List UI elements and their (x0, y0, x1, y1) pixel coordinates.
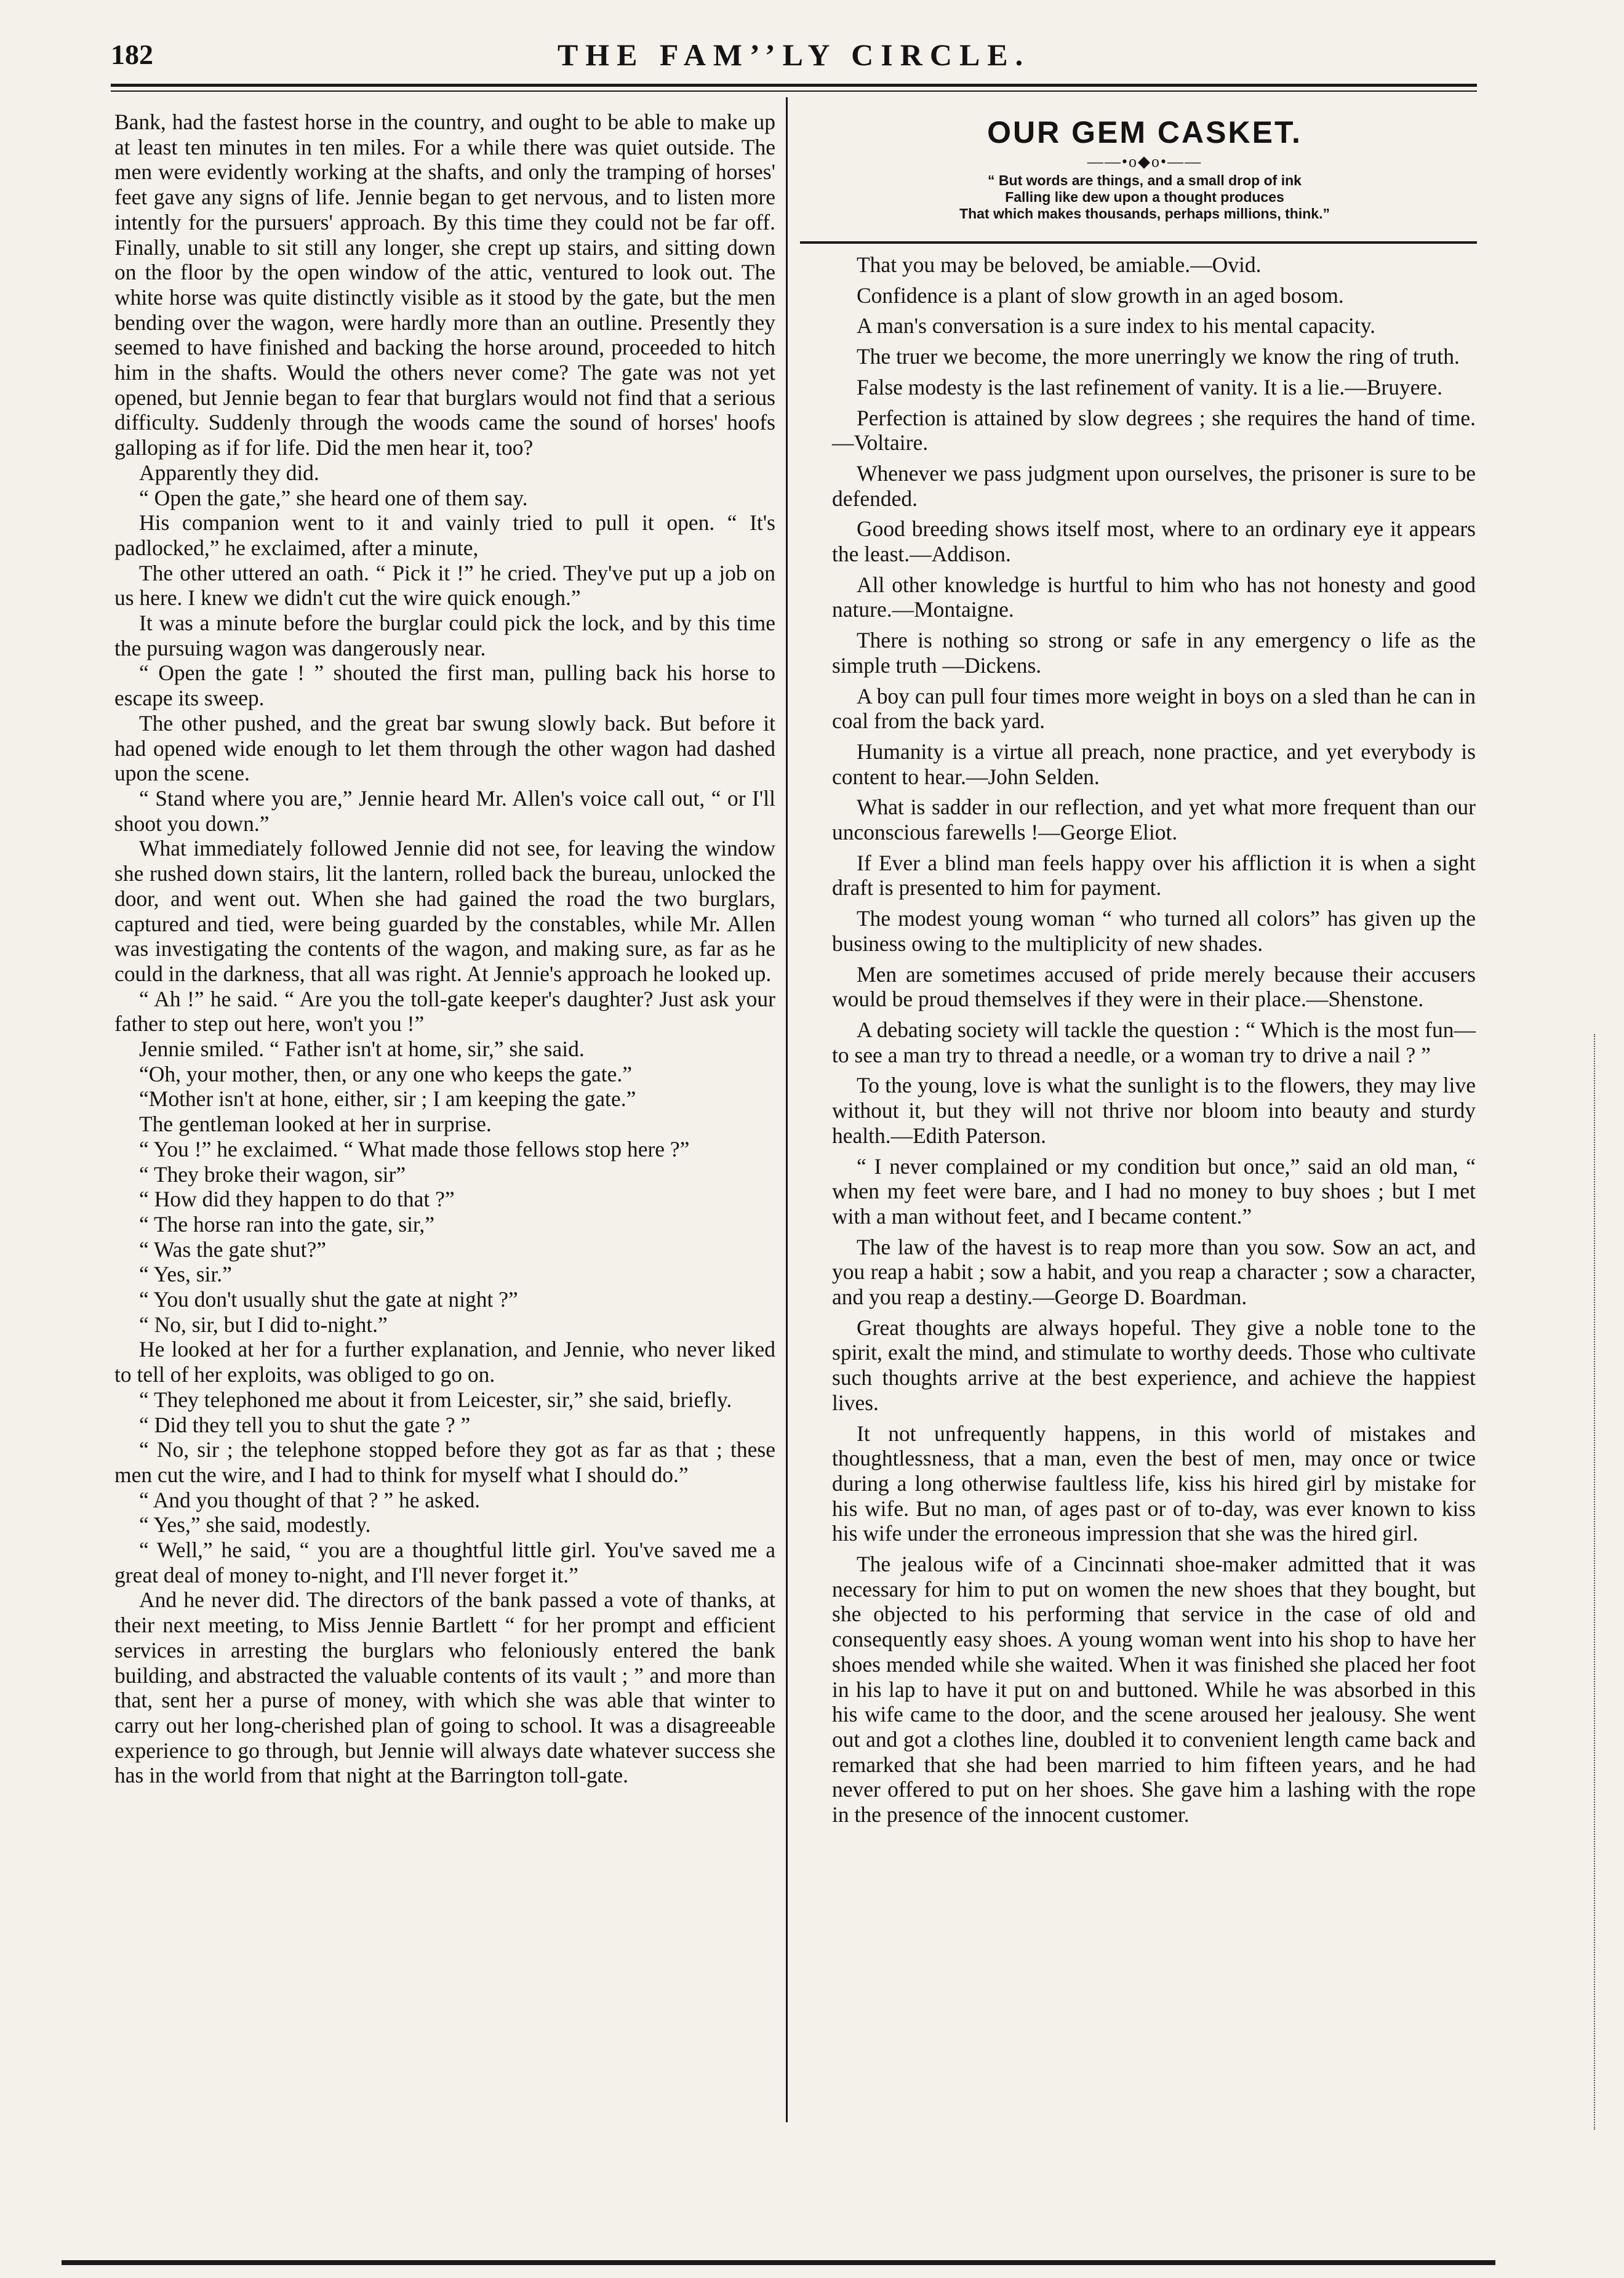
epigraph (825, 172, 1465, 222)
paragraph: Humanity is a virtue all preach, none practice, and yet everybody is content to hear.—John Selden. (832, 739, 1476, 789)
paragraph: If Ever a blind man feels happy over his affliction it is when a sight draft is presented to him for payment. (832, 850, 1476, 900)
paragraph: “ No, sir, but I did to-night.” (139, 1312, 388, 1337)
paragraph: The truer we become, the more unerringly we know the ring of truth. (857, 344, 1460, 369)
paragraph: “ How did they happen to do that ?” (139, 1187, 455, 1212)
paragraph: That you may be beloved, be amiable.—Ovid. (857, 252, 1262, 277)
paragraph: “ Open the gate ! ” shouted the first man, pulling back his horse to escape its sweep. (114, 660, 775, 711)
paragraph: The law of the havest is to reap more than you sow. Sow an act, and you reap a habit ; sow a habit, and you reap a character ; sow a character, and you reap a destiny.—George D. Boardman. (832, 1234, 1476, 1310)
bottom-rule (62, 2260, 1495, 2265)
paragraph: It was a minute before the burglar could pick the lock, and by this time the pursuing wagon was dangerously near. (114, 611, 775, 660)
paragraph: Perfection is attained by slow degrees ; she requires the hand of time.—Voltaire. (832, 405, 1476, 455)
paragraph: The jealous wife of a Cincinnati shoe-maker admitted that it was necessary for him to put on women the new shoes that they bought, but she objected to his performing that service in the case of old and consequently easy shoes. A young woman went into his shop to have her shoes mended while she waited. When it was finished she placed her foot in his lap to have it put on and buttoned. While he was absorbed in this his wife came to the door, and the scene aroused her jealousy. She went out and got a clothes line, doubled it to convenient length came back and remarked that she had been married to him fifteen years, and he had never offered to put on her shoes. She gave him a lashing with the rope in the presence of the innocent customer. (832, 1552, 1476, 1827)
column-divider (786, 97, 788, 2122)
paragraph: Men are sometimes accused of pride merely because their accusers would be proud themselves if they were in their place.—Shenstone. (832, 961, 1476, 1012)
paragraph: A man's conversation is a sure index to his mental capacity. (857, 313, 1376, 339)
paragraph: The gentleman looked at her in surprise. (139, 1112, 492, 1137)
gem-casket-column (832, 252, 1476, 1833)
paragraph: “ Open the gate,” she heard one of them say. (139, 485, 528, 510)
paragraph: Jennie smiled. “ Father isn't at home, sir,” she said. (139, 1037, 585, 1062)
story-column (114, 110, 775, 1788)
paragraph: “ They telephoned me about it from Leicester, sir,” she said, briefly. (139, 1387, 732, 1412)
journal-title: THE FAM’’LY CIRCLE. (557, 38, 1031, 72)
paragraph: “ You don't usually shut the gate at night ?” (139, 1287, 518, 1312)
paragraph: Confidence is a plant of slow growth in an aged bosom. (857, 283, 1344, 308)
paragraph: “Oh, your mother, then, or any one who keeps the gate.” (139, 1061, 633, 1086)
page-edge-mark (1594, 1034, 1598, 2130)
paragraph: His companion went to it and vainly tried to pull it open. “ It's padlocked,” he exclaimed, after a minute, (114, 510, 775, 560)
paragraph: “ Was the gate shut?” (139, 1237, 327, 1262)
paragraph: He looked at her for a further explanation, and Jennie, who never liked to tell of her exploits, was obliged to go on. (114, 1337, 775, 1387)
paragraph: Whenever we pass judgment upon ourselves, the prisoner is sure to be defended. (832, 460, 1476, 511)
paragraph: “ No, sir ; the telephone stopped before they got as far as that ; these men cut the wire, and I had to think for myself what I should do.” (114, 1437, 775, 1487)
paragraph: Good breeding shows itself most, where to an ordinary eye it appears the least.—Addison. (832, 516, 1476, 567)
epigraph-line: “ But words are things, and a small drop of ink (988, 172, 1302, 188)
paragraph: A debating society will tackle the question : “ Which is the most fun—to see a man try to thread a needle, or a woman try to drive a nail ? ” (832, 1017, 1476, 1067)
paragraph: The other uttered an oath. “ Pick it !” he cried. They've put up a job on us here. I knew we didn't cut the wire quick enough.” (114, 560, 775, 611)
epigraph-line: That which makes thousands, perhaps millions, think.” (959, 206, 1330, 222)
paragraph: The modest young woman “ who turned all colors” has given up the business owing to the multiplicity of new shades. (832, 906, 1476, 956)
paragraph: “ I never complained or my condition but once,” said an old man, “ when my feet were bare, and I had no money to buy shoes ; but I met with a man without feet, and I became content.” (832, 1153, 1476, 1229)
ornament-divider: ——•o◆o•—— (1087, 153, 1202, 170)
paragraph: All other knowledge is hurtful to him who has not honesty and good nature.—Montaigne. (832, 572, 1476, 622)
paragraph: False modesty is the last refinement of vanity. It is a lie.—Bruyere. (857, 374, 1443, 399)
header-rule (111, 84, 1477, 87)
paragraph: “ Yes,” she said, modestly. (139, 1512, 371, 1538)
paragraph: There is nothing so strong or safe in any emergency o life as the simple truth —Dickens. (832, 628, 1476, 678)
paragraph: “ Well,” he said, “ you are a thoughtful little girl. You've saved me a great deal of money to-night, and I'll never forget it.” (114, 1538, 775, 1587)
paragraph: Bank, had the fastest horse in the country, and ought to be able to make up at least ten minutes in ten miles. For a while there was quiet outside. The men were evidently working at the shafts, and only the tramping of horses' feet gave any signs of life. Jennie began to get nervous, and to listen more intently for the pursuers' approach. By this time they could not be far off. Finally, unable to sit still any longer, she crept up stairs, and sitting down on the floor by the open window of the attic, ventured to look out. The white horse was quite distinctly visible as it stood by the gate, but the men bending over the wagon, were hardly more than an outline. Presently they seemed to have finished and backing the horse around, proceeded to hitch him in the shafts. Would the others never come? The gate was not yet opened, but Jennie began to fear that burglars would not find that a serious difficulty. Suddenly through the woods came the sound of horses' hoofs galloping as if for life. Did the men hear it, too? (114, 110, 775, 460)
paragraph: “ Yes, sir.” (139, 1262, 232, 1287)
section-rule (800, 241, 1477, 244)
paragraph: What immediately followed Jennie did not see, for leaving the window she rushed down stairs, lit the lantern, rolled back the bureau, unlocked the door, and went out. When she had gained the road the two burglars, captured and tied, were being guarded by the constables, while Mr. Allen was investigating the contents of the wagon, and making sure, as far as he could in the darkness, that all was right. At Jennie's approach he looked up. (114, 836, 775, 986)
paragraph: Apparently they did. (139, 460, 319, 485)
paragraph: “ The horse ran into the gate, sir,” (139, 1211, 434, 1237)
paragraph: “ They broke their wagon, sir” (139, 1161, 406, 1187)
paragraph: And he never did. The directors of the bank passed a vote of thanks, at their next meeting, to Miss Jennie Bartlett “ for her prompt and efficient services in arresting the burglars who feloniously entered the bank building, and abstracted the valuable contents of its vault ; ” and more than that, sent her a purse of money, with which she was able that winter to carry out her long-cherished plan of going to school. It was a disagreeable experience to go through, but Jennie will always date whatever success she has in the world from that night at the Barrington toll-gate. (114, 1587, 775, 1788)
running-head (111, 38, 1477, 81)
paragraph: What is sadder in our reflection, and yet what more frequent than our unconscious farewells !—George Eliot. (832, 795, 1476, 845)
paragraph: “ You !” he exclaimed. “ What made those fellows stop here ?” (139, 1136, 690, 1161)
paragraph: Great thoughts are always hopeful. They give a noble tone to the spirit, exalt the mind, and stimulate to worthy deeds. Those who cultivate such thoughts arrive at the best experience, and achieve the happiest lives. (832, 1315, 1476, 1415)
paragraph: “Mother isn't at hone, either, sir ; I am keeping the gate.” (139, 1086, 636, 1112)
header-rule-thin (111, 90, 1477, 92)
paragraph: The other pushed, and the great bar swung slowly back. But before it had opened wide enough to let them through the other wagon had dashed upon the scene. (114, 710, 775, 786)
paragraph: It not unfrequently happens, in this world of mistakes and thoughtlessness, that a man, even the best of men, may once or twice during a long otherwise faultless life, kiss his hired girl by mistake for his wife. But no man, of ages past or of to-day, was ever known to kiss his wife under the erroneous impression that she was the hired girl. (832, 1421, 1476, 1546)
page-number: 182 (111, 39, 153, 70)
paragraph: “ Did they tell you to shut the gate ? ” (139, 1412, 471, 1437)
paragraph: A boy can pull four times more weight in boys on a sled than he can in coal from the back yard. (832, 683, 1476, 734)
epigraph-line: Falling like dew upon a thought produces (1005, 189, 1284, 205)
paragraph: To the young, love is what the sunlight is to the flowers, they may live without it, but they will not thrive nor bloom into beauty and sturdy health.—Edith Paterson. (832, 1073, 1476, 1148)
paragraph: “ Stand where you are,” Jennie heard Mr. Allen's voice call out, “ or I'll shoot you down.” (114, 785, 775, 836)
paragraph: “ And you thought of that ? ” he asked. (139, 1487, 481, 1512)
paragraph: “ Ah !” he said. “ Are you the toll-gate keeper's daughter? Just ask your father to step out here, won't you !” (114, 986, 775, 1037)
gem-casket-title: OUR GEM CASKET. (987, 115, 1302, 150)
